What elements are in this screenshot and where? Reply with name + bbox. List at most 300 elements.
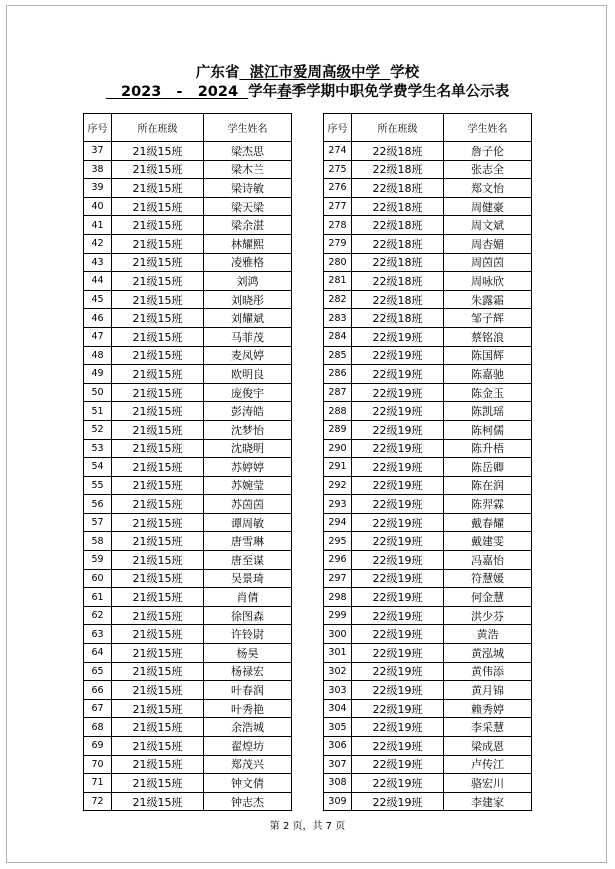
cell-student-name: 翟煌坊	[204, 737, 292, 756]
cell-student-name: 梁木兰	[204, 160, 292, 179]
cell-seq: 279	[324, 234, 352, 253]
table-row	[324, 197, 532, 216]
table-row	[84, 625, 292, 644]
cell-class: 21级15班	[112, 439, 204, 458]
table-row	[324, 588, 532, 607]
cell-seq: 302	[324, 662, 352, 681]
cell-student-name: 苏茵茵	[204, 495, 292, 514]
cell-seq: 275	[324, 160, 352, 179]
cell-class: 22级19班	[352, 662, 444, 681]
cell-seq: 71	[84, 774, 112, 793]
cell-student-name: 肖倩	[204, 588, 292, 607]
table-row	[324, 569, 532, 588]
header-class: 所在班级	[352, 114, 444, 142]
cell-seq: 46	[84, 309, 112, 328]
cell-seq: 274	[324, 142, 352, 161]
title-school-name: 湛江市爱周高级中学	[249, 65, 380, 81]
header-name: 学生姓名	[204, 114, 292, 142]
title-province: 广东省	[195, 65, 240, 81]
cell-student-name: 杨禄宏	[204, 662, 292, 681]
cell-seq: 58	[84, 532, 112, 551]
cell-seq: 299	[324, 606, 352, 625]
table-row	[324, 327, 532, 346]
table-row	[324, 290, 532, 309]
table-row	[84, 737, 292, 756]
cell-seq: 289	[324, 420, 352, 439]
cell-class: 21级15班	[112, 718, 204, 737]
cell-class: 21级15班	[112, 253, 204, 272]
cell-seq: 59	[84, 551, 112, 570]
cell-class: 22级18班	[352, 160, 444, 179]
cell-seq: 41	[84, 216, 112, 235]
cell-class: 22级19班	[352, 569, 444, 588]
cell-class: 22级19班	[352, 532, 444, 551]
cell-seq: 294	[324, 513, 352, 532]
cell-class: 22级19班	[352, 644, 444, 663]
cell-student-name: 欧明良	[204, 365, 292, 384]
cell-seq: 55	[84, 476, 112, 495]
cell-student-name: 沈晓明	[204, 439, 292, 458]
cell-seq: 283	[324, 309, 352, 328]
cell-student-name: 刘耀斌	[204, 309, 292, 328]
table-row	[324, 476, 532, 495]
table-row	[324, 142, 532, 161]
cell-seq: 52	[84, 420, 112, 439]
cell-seq: 50	[84, 383, 112, 402]
cell-student-name: 陈国辉	[444, 346, 532, 365]
cell-seq: 66	[84, 681, 112, 700]
cell-class: 21级15班	[112, 365, 204, 384]
cell-student-name: 冯嘉怡	[444, 551, 532, 570]
cell-class: 22级19班	[352, 365, 444, 384]
cell-seq: 308	[324, 774, 352, 793]
table-row	[324, 365, 532, 384]
table-row	[84, 606, 292, 625]
cell-seq: 39	[84, 179, 112, 198]
table-row	[84, 439, 292, 458]
cell-class: 21级15班	[112, 179, 204, 198]
table-row	[84, 402, 292, 421]
cell-class: 21级15班	[112, 402, 204, 421]
cell-seq: 277	[324, 197, 352, 216]
cell-student-name: 陈岳卿	[444, 458, 532, 477]
cell-seq: 297	[324, 569, 352, 588]
cell-seq: 300	[324, 625, 352, 644]
table-row	[84, 662, 292, 681]
cell-class: 22级19班	[352, 681, 444, 700]
cell-student-name: 凌雅格	[204, 253, 292, 272]
student-table-right	[323, 113, 532, 811]
cell-student-name: 杨昊	[204, 644, 292, 663]
cell-class: 22级19班	[352, 625, 444, 644]
table-row	[324, 495, 532, 514]
cell-class: 21级15班	[112, 532, 204, 551]
cell-class: 21级15班	[112, 383, 204, 402]
cell-student-name: 李建家	[444, 792, 532, 811]
cell-seq: 72	[84, 792, 112, 811]
table-row	[84, 569, 292, 588]
table-row	[84, 327, 292, 346]
cell-student-name: 陈在润	[444, 476, 532, 495]
cell-student-name: 邹子辉	[444, 309, 532, 328]
table-row	[84, 588, 292, 607]
cell-seq: 43	[84, 253, 112, 272]
cell-class: 22级19班	[352, 606, 444, 625]
cell-student-name: 何金慧	[444, 588, 532, 607]
cell-seq: 67	[84, 699, 112, 718]
cell-class: 22级18班	[352, 197, 444, 216]
cell-student-name: 黄月锦	[444, 681, 532, 700]
cell-seq: 51	[84, 402, 112, 421]
cell-class: 22级18班	[352, 142, 444, 161]
cell-class: 22级18班	[352, 216, 444, 235]
table-row	[324, 774, 532, 793]
cell-seq: 281	[324, 272, 352, 291]
cell-seq: 62	[84, 606, 112, 625]
cell-class: 22级19班	[352, 495, 444, 514]
cell-seq: 282	[324, 290, 352, 309]
cell-seq: 48	[84, 346, 112, 365]
cell-seq: 70	[84, 755, 112, 774]
table-row	[84, 792, 292, 811]
cell-student-name: 陈升梧	[444, 439, 532, 458]
cell-class: 21级15班	[112, 699, 204, 718]
cell-student-name: 李采慧	[444, 718, 532, 737]
cell-class: 21级15班	[112, 569, 204, 588]
cell-student-name: 梁杰思	[204, 142, 292, 161]
table-row	[324, 625, 532, 644]
table-row	[84, 718, 292, 737]
cell-student-name: 彭涛皓	[204, 402, 292, 421]
cell-class: 22级19班	[352, 755, 444, 774]
cell-student-name: 符慧媛	[444, 569, 532, 588]
table-row	[324, 792, 532, 811]
table-row	[84, 383, 292, 402]
cell-seq: 54	[84, 458, 112, 477]
table-row	[84, 755, 292, 774]
cell-seq: 40	[84, 197, 112, 216]
table-row	[84, 532, 292, 551]
cell-student-name: 赖秀婷	[444, 699, 532, 718]
cell-class: 22级19班	[352, 476, 444, 495]
cell-class: 21级15班	[112, 476, 204, 495]
table-row	[324, 662, 532, 681]
cell-class: 22级18班	[352, 272, 444, 291]
cell-class: 22级19班	[352, 420, 444, 439]
cell-seq: 290	[324, 439, 352, 458]
table-row	[324, 699, 532, 718]
cell-class: 22级18班	[352, 179, 444, 198]
table-row	[84, 216, 292, 235]
cell-student-name: 梁天梁	[204, 197, 292, 216]
cell-class: 22级19班	[352, 346, 444, 365]
cell-seq: 56	[84, 495, 112, 514]
cell-seq: 296	[324, 551, 352, 570]
cell-student-name: 唐雪琳	[204, 532, 292, 551]
cell-class: 21级15班	[112, 234, 204, 253]
cell-class: 21级15班	[112, 737, 204, 756]
cell-seq: 69	[84, 737, 112, 756]
cell-student-name: 陈羿霖	[444, 495, 532, 514]
table-row	[324, 234, 532, 253]
table-row	[84, 420, 292, 439]
table-row	[324, 737, 532, 756]
cell-seq: 287	[324, 383, 352, 402]
cell-seq: 306	[324, 737, 352, 756]
page-footer: 第 2 页，共 7 页	[269, 821, 346, 832]
table-row	[84, 365, 292, 384]
cell-student-name: 吴景琦	[204, 569, 292, 588]
table-row	[324, 606, 532, 625]
cell-class: 21级15班	[112, 495, 204, 514]
table-row	[84, 142, 292, 161]
header-name: 学生姓名	[444, 114, 532, 142]
cell-seq: 304	[324, 699, 352, 718]
cell-seq: 38	[84, 160, 112, 179]
cell-class: 21级15班	[112, 513, 204, 532]
cell-student-name: 周杏媚	[444, 234, 532, 253]
cell-seq: 301	[324, 644, 352, 663]
table-row	[324, 644, 532, 663]
title-year-start: 2023	[120, 84, 162, 100]
table-header-row	[84, 114, 292, 142]
table-row	[324, 420, 532, 439]
cell-class: 22级19班	[352, 551, 444, 570]
table-row	[324, 551, 532, 570]
table-row	[324, 253, 532, 272]
cell-student-name: 陈凯瑶	[444, 402, 532, 421]
table-row	[324, 681, 532, 700]
cell-class: 21级15班	[112, 662, 204, 681]
cell-student-name: 麦凤婷	[204, 346, 292, 365]
cell-student-name: 周健豪	[444, 197, 532, 216]
cell-student-name: 许铃尉	[204, 625, 292, 644]
table-row	[324, 718, 532, 737]
cell-seq: 64	[84, 644, 112, 663]
cell-class: 21级15班	[112, 290, 204, 309]
cell-class: 21级15班	[112, 625, 204, 644]
table-row	[84, 179, 292, 198]
cell-seq: 45	[84, 290, 112, 309]
cell-student-name: 梁诗敏	[204, 179, 292, 198]
cell-class: 21级15班	[112, 216, 204, 235]
header-seq: 序号	[84, 114, 112, 142]
cell-student-name: 刘鸿	[204, 272, 292, 291]
cell-seq: 309	[324, 792, 352, 811]
cell-class: 21级15班	[112, 142, 204, 161]
table-row	[84, 309, 292, 328]
cell-student-name: 马菲茂	[204, 327, 292, 346]
cell-student-name: 周茵茵	[444, 253, 532, 272]
table-row	[84, 253, 292, 272]
cell-class: 22级19班	[352, 588, 444, 607]
cell-student-name: 刘晓彤	[204, 290, 292, 309]
cell-seq: 65	[84, 662, 112, 681]
cell-student-name: 张志全	[444, 160, 532, 179]
table-header-row	[324, 114, 532, 142]
cell-seq: 49	[84, 365, 112, 384]
cell-seq: 305	[324, 718, 352, 737]
table-row	[84, 234, 292, 253]
cell-class: 21级15班	[112, 309, 204, 328]
cell-seq: 295	[324, 532, 352, 551]
cell-seq: 291	[324, 458, 352, 477]
table-row	[324, 272, 532, 291]
cell-seq: 61	[84, 588, 112, 607]
cell-class: 22级18班	[352, 253, 444, 272]
cell-seq: 47	[84, 327, 112, 346]
student-table-left	[83, 113, 292, 811]
title-year-end: 2024	[197, 84, 239, 100]
cell-student-name: 陈嘉驰	[444, 365, 532, 384]
table-row	[84, 774, 292, 793]
cell-student-name: 戴春耀	[444, 513, 532, 532]
cell-student-name: 钟志杰	[204, 792, 292, 811]
cell-seq: 57	[84, 513, 112, 532]
table-row	[324, 179, 532, 198]
table-row	[84, 476, 292, 495]
title-season: 春	[277, 84, 292, 100]
cell-class: 22级18班	[352, 290, 444, 309]
cell-student-name: 叶春润	[204, 681, 292, 700]
cell-class: 22级19班	[352, 792, 444, 811]
cell-class: 22级19班	[352, 737, 444, 756]
cell-class: 22级19班	[352, 699, 444, 718]
table-row	[84, 681, 292, 700]
document-title-line2	[0, 83, 615, 101]
cell-student-name: 谭周敏	[204, 513, 292, 532]
table-row	[84, 346, 292, 365]
table-row	[84, 644, 292, 663]
cell-seq: 60	[84, 569, 112, 588]
header-class: 所在班级	[112, 114, 204, 142]
cell-seq: 42	[84, 234, 112, 253]
cell-class: 22级19班	[352, 439, 444, 458]
cell-student-name: 詹子伦	[444, 142, 532, 161]
cell-seq: 53	[84, 439, 112, 458]
cell-seq: 63	[84, 625, 112, 644]
cell-class: 22级18班	[352, 234, 444, 253]
document-title-line1	[0, 64, 615, 82]
cell-class: 22级19班	[352, 513, 444, 532]
cell-seq: 303	[324, 681, 352, 700]
cell-class: 21级15班	[112, 458, 204, 477]
cell-student-name: 沈梦怡	[204, 420, 292, 439]
table-row	[324, 160, 532, 179]
cell-student-name: 洪少芬	[444, 606, 532, 625]
cell-class: 21级15班	[112, 606, 204, 625]
cell-student-name: 梁成恩	[444, 737, 532, 756]
header-seq: 序号	[324, 114, 352, 142]
cell-student-name: 庞俊宇	[204, 383, 292, 402]
cell-class: 22级19班	[352, 718, 444, 737]
table-row	[84, 272, 292, 291]
cell-class: 21级15班	[112, 588, 204, 607]
cell-student-name: 林耀熙	[204, 234, 292, 253]
cell-student-name: 苏婉莹	[204, 476, 292, 495]
table-row	[84, 699, 292, 718]
cell-seq: 37	[84, 142, 112, 161]
cell-seq: 276	[324, 179, 352, 198]
cell-class: 21级15班	[112, 420, 204, 439]
cell-student-name: 钟文倩	[204, 774, 292, 793]
table-row	[84, 513, 292, 532]
cell-student-name: 蔡铭浪	[444, 327, 532, 346]
table-row	[324, 346, 532, 365]
cell-seq: 285	[324, 346, 352, 365]
cell-seq: 292	[324, 476, 352, 495]
table-row	[324, 532, 532, 551]
cell-student-name: 骆宏川	[444, 774, 532, 793]
cell-student-name: 陈柯儒	[444, 420, 532, 439]
table-row	[324, 383, 532, 402]
cell-class: 22级19班	[352, 402, 444, 421]
cell-class: 21级15班	[112, 644, 204, 663]
table-row	[324, 513, 532, 532]
cell-class: 21级15班	[112, 346, 204, 365]
cell-student-name: 陈金玉	[444, 383, 532, 402]
table-row	[84, 197, 292, 216]
cell-seq: 298	[324, 588, 352, 607]
cell-student-name: 卢传江	[444, 755, 532, 774]
cell-class: 21级15班	[112, 551, 204, 570]
title-year-label: 学年	[248, 84, 278, 100]
cell-student-name: 唐至谋	[204, 551, 292, 570]
cell-student-name: 梁余湛	[204, 216, 292, 235]
cell-class: 21级15班	[112, 774, 204, 793]
table-row	[324, 458, 532, 477]
cell-seq: 307	[324, 755, 352, 774]
table-row	[324, 402, 532, 421]
cell-student-name: 周文斌	[444, 216, 532, 235]
cell-seq: 278	[324, 216, 352, 235]
title-rest: 季学期中职免学费学生名单公示表	[291, 84, 510, 100]
cell-class: 21级15班	[112, 160, 204, 179]
cell-student-name: 周咏欣	[444, 272, 532, 291]
title-school-suffix: 学校	[390, 65, 420, 81]
cell-class: 21级15班	[112, 327, 204, 346]
cell-student-name: 叶秀艳	[204, 699, 292, 718]
cell-class: 22级19班	[352, 383, 444, 402]
table-row	[84, 290, 292, 309]
cell-class: 21级15班	[112, 272, 204, 291]
cell-student-name: 郑茂兴	[204, 755, 292, 774]
cell-student-name: 黄伟添	[444, 662, 532, 681]
table-row	[84, 160, 292, 179]
cell-seq: 293	[324, 495, 352, 514]
title-year-dash: -	[176, 84, 183, 100]
cell-student-name: 苏婷婷	[204, 458, 292, 477]
cell-class: 22级19班	[352, 458, 444, 477]
table-row	[324, 216, 532, 235]
cell-seq: 280	[324, 253, 352, 272]
cell-student-name: 戴建雯	[444, 532, 532, 551]
cell-seq: 44	[84, 272, 112, 291]
cell-student-name: 黄浩	[444, 625, 532, 644]
cell-student-name: 朱露霜	[444, 290, 532, 309]
cell-student-name: 徐图森	[204, 606, 292, 625]
cell-class: 21级15班	[112, 197, 204, 216]
cell-seq: 68	[84, 718, 112, 737]
cell-student-name: 黄泓城	[444, 644, 532, 663]
cell-seq: 288	[324, 402, 352, 421]
table-row	[324, 439, 532, 458]
cell-class: 22级18班	[352, 309, 444, 328]
cell-student-name: 郑文怡	[444, 179, 532, 198]
cell-class: 21级15班	[112, 792, 204, 811]
cell-class: 22级19班	[352, 774, 444, 793]
table-row	[324, 755, 532, 774]
